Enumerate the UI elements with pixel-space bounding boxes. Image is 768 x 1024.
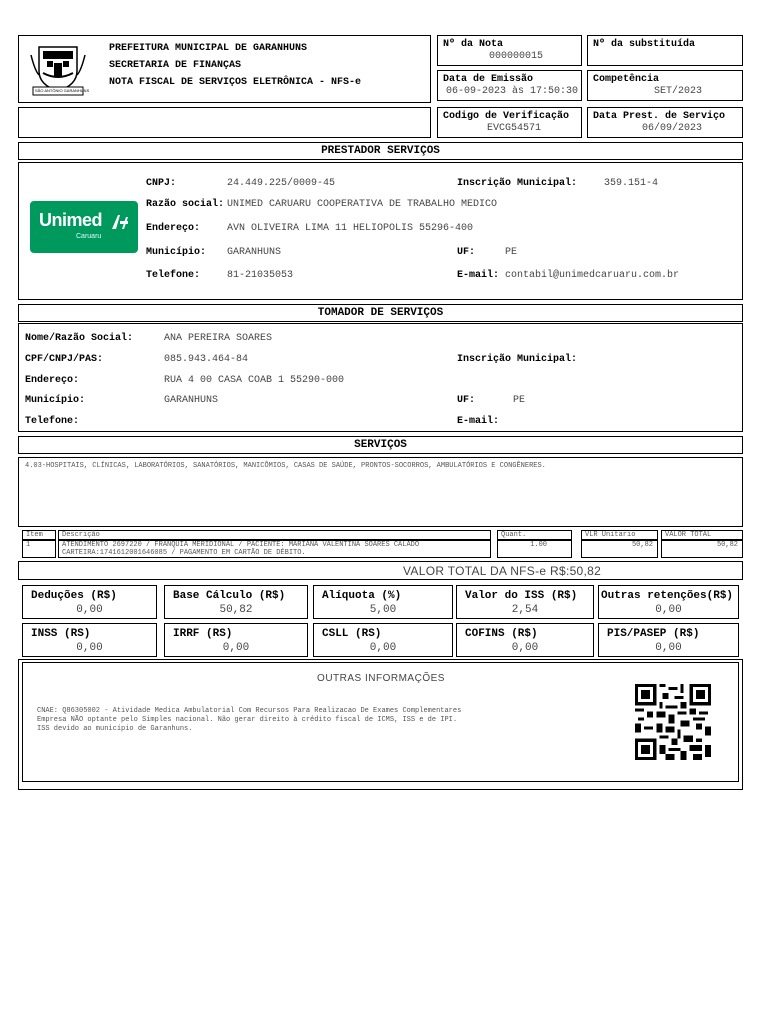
- tomador-nome-value: ANA PEREIRA SOARES: [164, 333, 273, 344]
- prestador-email-label: E-mail:: [457, 270, 500, 281]
- numero-nota-label: Nº da Nota: [443, 39, 504, 50]
- tax-csll-label: CSLL (RS): [322, 628, 382, 640]
- table-row-total-cell: [661, 540, 743, 558]
- outras-box: [22, 662, 739, 782]
- verificacao-value: EVCG54571: [486, 123, 541, 134]
- tax-outras-retencoes: [598, 585, 739, 619]
- emissao-cell: [437, 70, 582, 101]
- tomador-municipio-label: Município:: [25, 395, 86, 406]
- competencia-value: SET/2023: [653, 86, 702, 97]
- tomador-email-label: E-mail:: [457, 416, 500, 427]
- prestador-im-label: Inscrição Municipal:: [457, 178, 578, 189]
- tomador-municipio-value: GARANHUNS: [164, 395, 219, 406]
- col-total-header: [661, 530, 743, 540]
- tax-outras-retencoes-value: 0,00: [655, 604, 682, 616]
- tax-deducoes-value: 0,00: [76, 604, 103, 616]
- col-item-label: Item: [26, 531, 43, 539]
- row-quant-value: 1.00: [530, 541, 547, 549]
- tax-irrf-label: IRRF (RS): [173, 628, 233, 640]
- prestador-razao-value: UNIMED CARUARU COOPERATIVA DE TRABALHO MEDICO: [227, 199, 498, 210]
- tax-inss: [22, 623, 157, 657]
- row-unitario-value: 50,82: [631, 541, 653, 549]
- tomador-cpf-value: 085.943.464-84: [164, 354, 249, 365]
- table-row-descricao-cell: [58, 540, 491, 558]
- prestador-uf-value: PE: [505, 247, 518, 258]
- row-descricao-line1: ATENDIMENTO 2697220 / FRANQUIA MERIDIONAL / PACIENTE: MARIANA VALENTINA SOARES CALADO: [62, 541, 420, 549]
- competencia-cell: [587, 70, 743, 101]
- prestador-box: [18, 162, 743, 300]
- tomador-endereco-label: Endereço:: [25, 375, 80, 386]
- table-row-item-cell: [22, 540, 56, 558]
- tax-csll: [313, 623, 453, 657]
- prestador-cnpj-label: CNPJ:: [146, 178, 177, 189]
- tomador-nome-label: Nome/Razão Social:: [25, 333, 134, 344]
- col-unitario-header: [581, 530, 658, 540]
- tax-inss-label: INSS (RS): [31, 628, 91, 640]
- tax-inss-value: 0,00: [76, 642, 103, 654]
- tax-base-calculo-value: 50,82: [219, 604, 253, 616]
- tax-pis-pasep-label: PIS/PASEP (R$): [607, 628, 700, 640]
- header-line-prefeitura: PREFEITURA MUNICIPAL DE GARANHUNS: [109, 43, 308, 54]
- tax-pis-pasep: [598, 623, 739, 657]
- prestador-title: PRESTADOR SERVIÇOS: [18, 142, 743, 160]
- outras-line3: ISS devido ao município de Garanhuns.: [37, 725, 193, 733]
- prestador-municipio-label: Município:: [146, 247, 207, 258]
- header-blank-box: [18, 107, 431, 138]
- tax-valor-iss-value: 2,54: [511, 604, 539, 616]
- row-descricao-line2: CARTEIRA:1741612001646085 / PAGAMENTO EM CARTÃO DE DÉBITO.: [62, 549, 306, 557]
- servicos-title: SERVIÇOS: [18, 436, 743, 454]
- tomador-uf-label: UF:: [457, 395, 476, 406]
- tomador-uf-value: PE: [513, 395, 526, 406]
- tax-cofins-label: COFINS (R$): [465, 628, 538, 640]
- outras-title: OUTRAS INFORMAÇÕES: [317, 673, 445, 684]
- prestacao-cell: [587, 107, 743, 138]
- tax-valor-iss: [456, 585, 594, 619]
- verificacao-label: Codigo de Verificação: [443, 111, 570, 122]
- col-total-label: VALOR TOTAL: [665, 531, 712, 539]
- prestacao-label: Data Prest. de Serviço: [593, 111, 726, 122]
- col-item-header: [22, 530, 56, 540]
- tax-deducoes-label: Deduções (R$): [31, 590, 117, 602]
- prestador-telefone-label: Telefone:: [146, 270, 201, 281]
- competencia-label: Competência: [593, 74, 660, 85]
- prestador-uf-label: UF:: [457, 247, 476, 258]
- outras-line2: Empresa NÃO optante pelo Simples nacional. Não gerar direito à crédito fiscal de ICMS, ISS e de IPI.: [37, 716, 458, 724]
- col-descricao-label: Descrição: [62, 531, 100, 539]
- tax-aliquota-label: Alíquota (%): [322, 590, 402, 602]
- prestacao-value: 06/09/2023: [641, 123, 702, 134]
- prestador-municipio-value: GARANHUNS: [227, 247, 282, 258]
- tax-aliquota: [313, 585, 453, 619]
- tax-valor-iss-label: Valor do ISS (R$): [465, 590, 578, 602]
- prestador-razao-label: Razão social:: [146, 199, 225, 210]
- tomador-box: [18, 323, 743, 432]
- unimed-symbol-icon: [108, 211, 130, 233]
- tax-cofins: [456, 623, 594, 657]
- tomador-endereco-value: RUA 4 00 CASA COAB 1 55290-000: [164, 375, 345, 386]
- tax-irrf: [164, 623, 308, 657]
- prestador-im-value: 359.151-4: [604, 178, 659, 189]
- prestador-cnpj-value: 24.449.225/0009-45: [227, 178, 336, 189]
- emissao-value: 06-09-2023 às 17:50:30: [445, 86, 578, 97]
- verificacao-cell: [437, 107, 582, 138]
- numero-nota-value: 000000015: [488, 51, 543, 62]
- tax-deducoes: [22, 585, 157, 619]
- outras-line1: CNAE: Q86305002 - Atividade Medica Ambulatorial Com Recursos Para Realizacao De Exames Complementares: [37, 707, 462, 715]
- tax-base-calculo: [164, 585, 308, 619]
- crest-banner-text: SÃO ANTÔNIO GARANHUNS: [35, 88, 90, 93]
- tax-irrf-value: 0,00: [222, 642, 250, 654]
- substituida-label: Nº da substituída: [593, 39, 696, 50]
- prestador-telefone-value: 81-21035053: [227, 270, 294, 281]
- tomador-telefone-label: Telefone:: [25, 416, 80, 427]
- tomador-title: TOMADOR DE SERVIÇOS: [18, 304, 743, 322]
- header-line-nfse: NOTA FISCAL DE SERVIÇOS ELETRÔNICA - NFS-e: [109, 77, 362, 88]
- prestador-endereco-label: Endereço:: [146, 223, 201, 234]
- table-row-unitario-cell: [581, 540, 658, 558]
- servicos-descricao-box: [18, 457, 743, 527]
- prestador-endereco-value: AVN OLIVEIRA LIMA 11 HELIOPOLIS 55296-400: [227, 223, 474, 234]
- unimed-logo-text: Unimed: [39, 210, 103, 230]
- numero-nota-cell: [437, 35, 582, 66]
- header-line-secretaria: SECRETARIA DE FINANÇAS: [109, 60, 242, 71]
- servicos-descricao-geral: 4.03-HOSPITAIS, CLÍNICAS, LABORATÓRIOS, SANATÓRIOS, MANICÔMIOS, CASAS DE SAÚDE, PRONTOS-SOCORROS, AMBULATÓRIOS E CONGÊNERES.: [25, 462, 546, 470]
- prestador-email-value: contabil@unimedcaruaru.com.br: [505, 270, 680, 281]
- tomador-im-label: Inscrição Municipal:: [457, 354, 578, 365]
- tax-base-calculo-label: Base Cálculo (R$): [173, 590, 286, 602]
- tomador-cpf-label: CPF/CNPJ/PAS:: [25, 354, 104, 365]
- row-item-value: 1: [26, 541, 31, 549]
- tax-outras-retencoes-label: Outras retenções(R$): [601, 590, 734, 602]
- table-row-quant-cell: [497, 540, 572, 558]
- tax-csll-value: 0,00: [369, 642, 397, 654]
- row-total-value: 50,82: [716, 541, 738, 549]
- tax-aliquota-value: 5,00: [369, 604, 397, 616]
- tax-pis-pasep-value: 0,00: [655, 642, 682, 654]
- col-quant-header: [497, 530, 572, 540]
- valor-total-box: [18, 561, 743, 580]
- tax-cofins-value: 0,00: [511, 642, 539, 654]
- col-unitario-label: VLR Unitario: [585, 531, 636, 539]
- substituida-cell: [587, 35, 743, 66]
- col-quant-label: Quant.: [501, 531, 527, 539]
- unimed-logo: [30, 201, 138, 253]
- qr-code-icon: [635, 684, 711, 760]
- unimed-logo-sub: Caruaru: [76, 233, 102, 240]
- emissao-label: Data de Emissão: [443, 74, 534, 85]
- header-box: [18, 35, 431, 103]
- col-descricao-header: [58, 530, 491, 540]
- valor-total-text: VALOR TOTAL DA NFS-e R$:50,82: [403, 564, 602, 578]
